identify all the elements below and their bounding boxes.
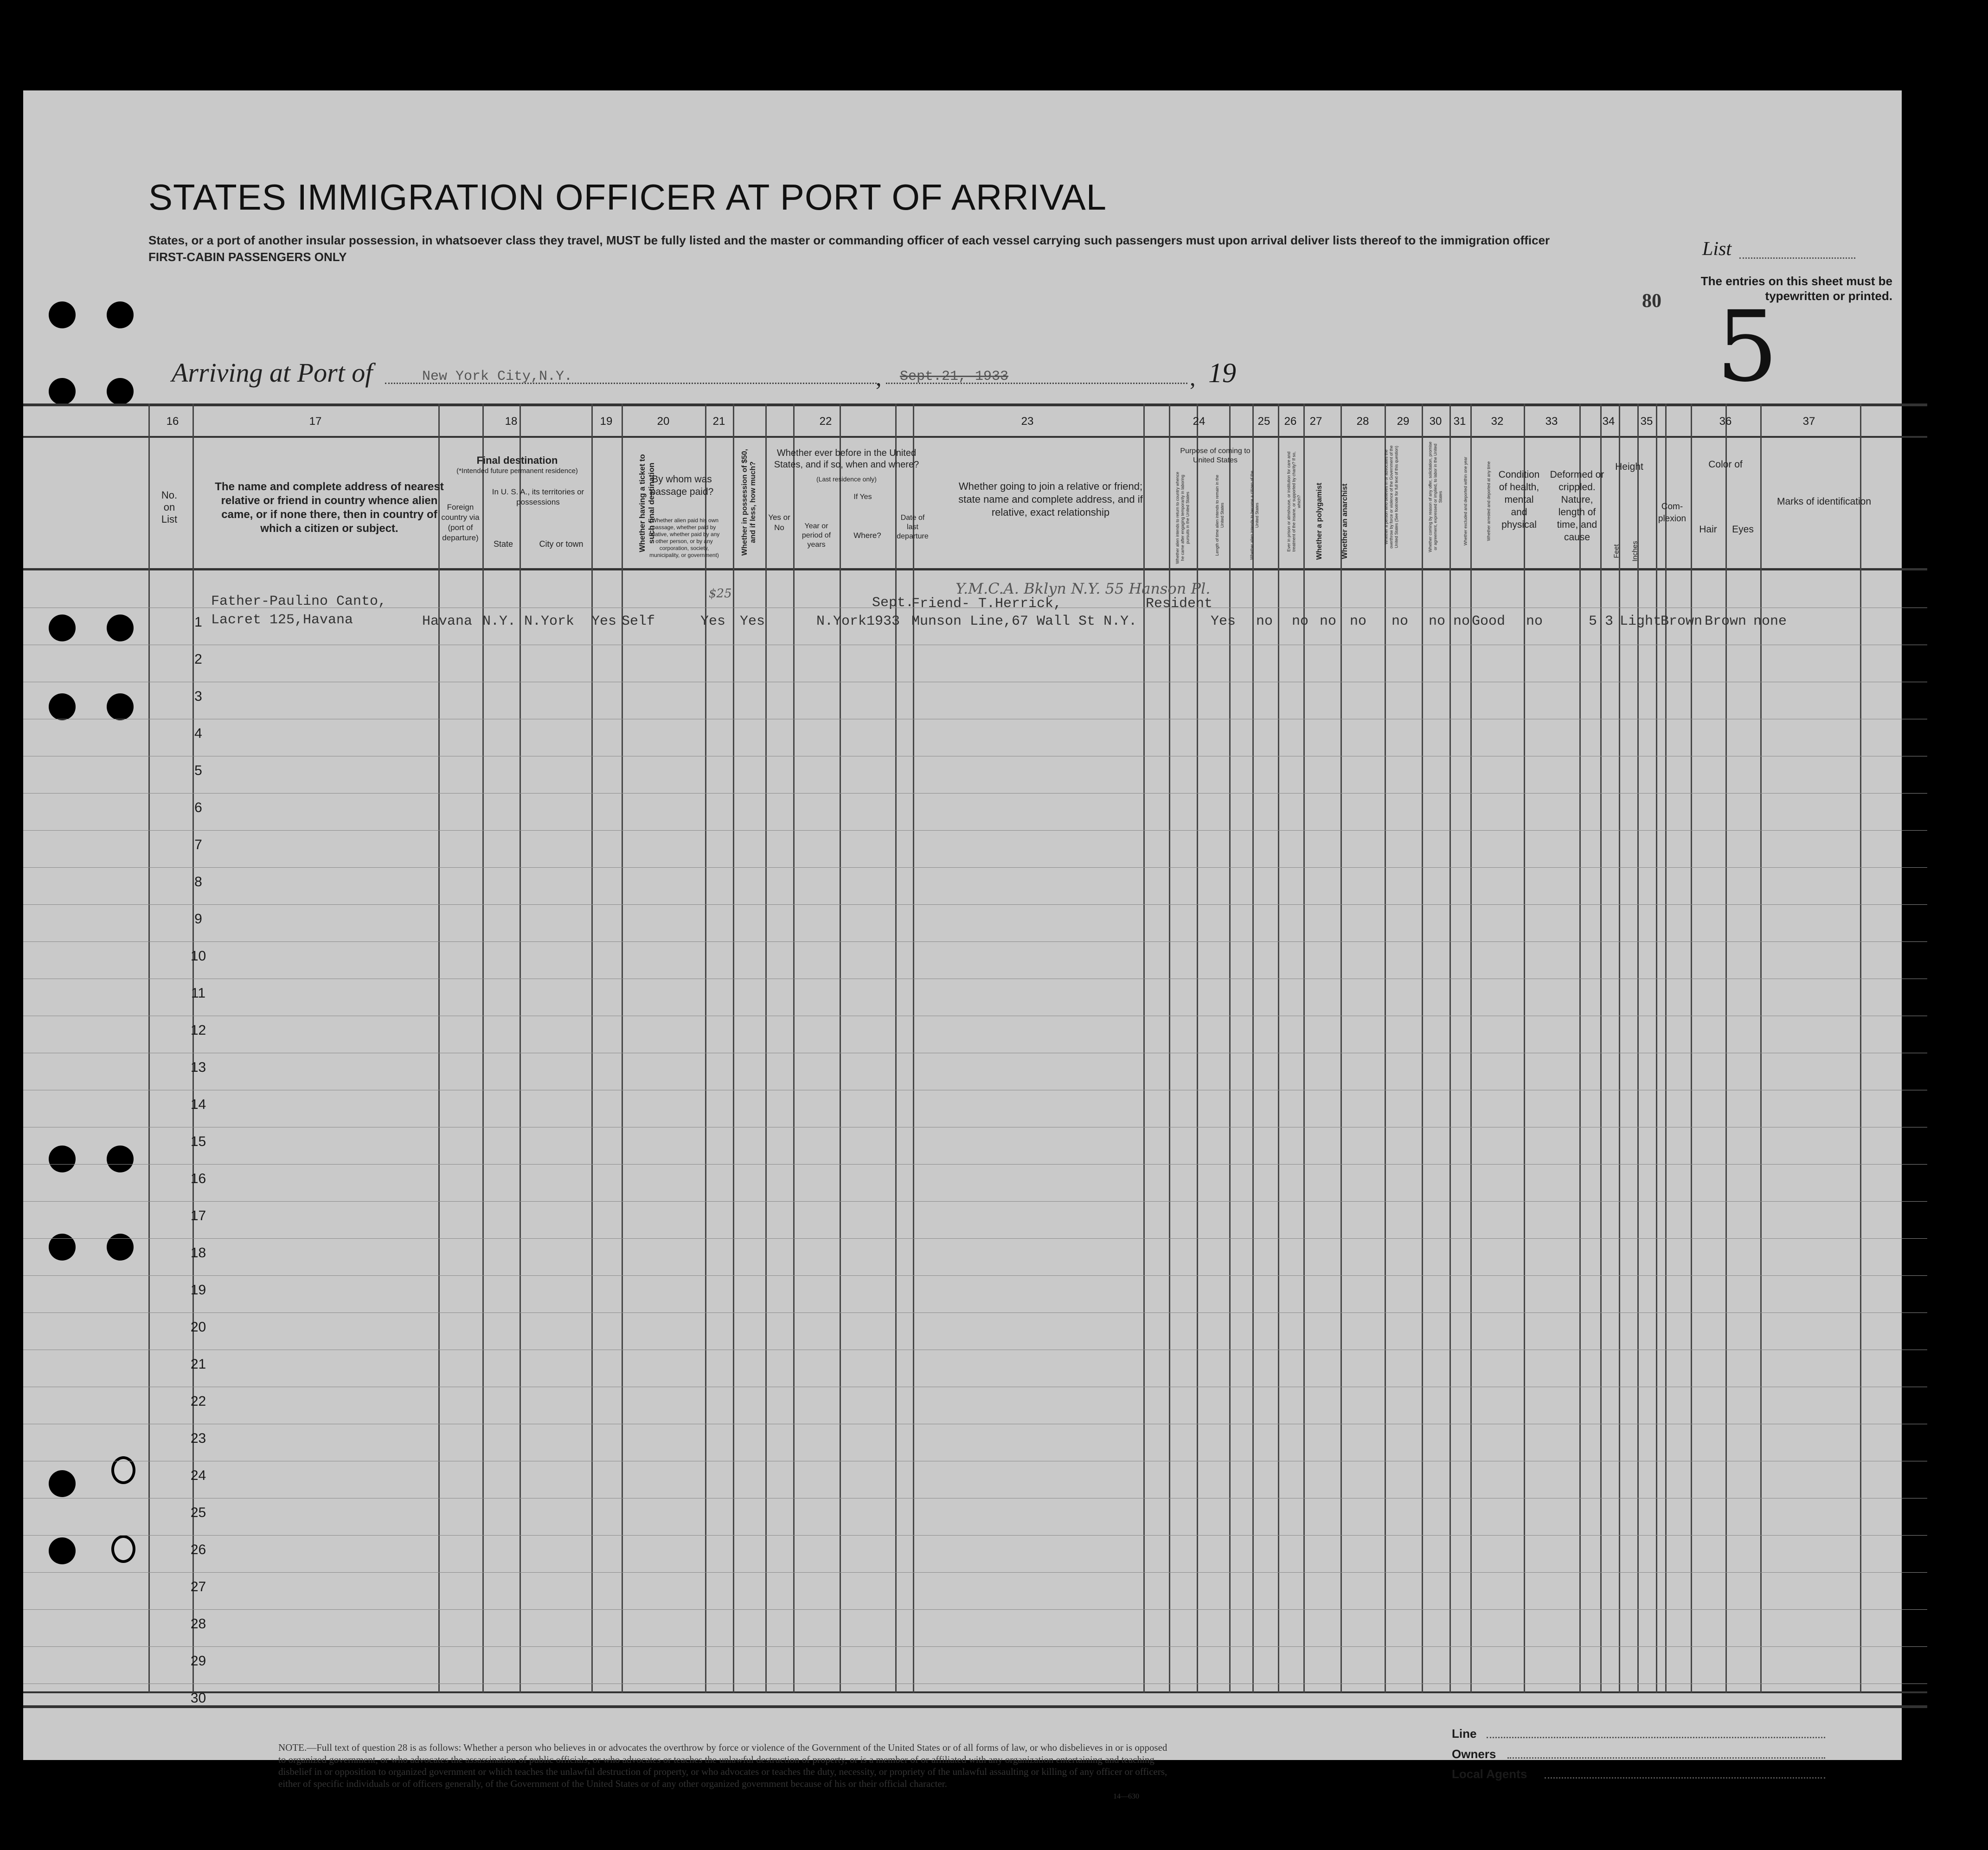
arriving-label: Arriving at Port of <box>172 358 373 388</box>
header-c34-title: Height <box>1615 461 1643 472</box>
header-c36-hair: Hair <box>1699 524 1717 535</box>
header-c32: Condition of health, mental and physical <box>1498 469 1540 530</box>
stamp-number: 80 <box>1642 290 1661 312</box>
column-divider <box>765 403 767 1693</box>
row-rule <box>23 1275 1927 1276</box>
header-bottom-rule <box>23 568 1927 570</box>
join-handwritten: Y.M.C.A. Bklyn N.Y. 55 Hanson Pl. <box>956 580 1211 597</box>
column-divider <box>1760 403 1762 1693</box>
row-rule <box>23 1646 1927 1647</box>
c30: no <box>1429 614 1446 629</box>
c27: no <box>1320 614 1337 629</box>
relative-line1: Father-Paulino Canto, <box>211 594 387 609</box>
binder-hole <box>49 378 76 405</box>
row-number: 23 <box>190 1431 206 1446</box>
column-divider <box>1665 403 1667 1693</box>
binder-hole <box>49 301 76 328</box>
row-number: 5 <box>194 763 202 778</box>
relative-line2: Lacret 125,Havana <box>211 612 353 628</box>
column-divider <box>591 403 593 1693</box>
header-c35: Com- plexion <box>1658 502 1687 524</box>
table-number-rule <box>23 436 1927 438</box>
column-divider <box>1691 403 1692 1693</box>
header-c16: No. on List <box>161 489 178 525</box>
passenger-class: FIRST-CABIN PASSENGERS ONLY <box>148 250 347 264</box>
row-number: 17 <box>190 1208 206 1223</box>
row-number: 2 <box>194 652 202 667</box>
column-divider <box>622 403 623 1693</box>
column-divider <box>519 403 521 1693</box>
row-number: 20 <box>190 1319 206 1335</box>
year-prefix: 19 <box>1208 358 1236 388</box>
header-c18-title: Final destination <box>476 454 558 466</box>
column-divider <box>1449 403 1451 1693</box>
header-c37: Marks of identification <box>1776 496 1872 507</box>
header-c21: Whether in possession of $50, and if less, how much? <box>741 448 757 556</box>
header-c27: Whether an anarchist <box>1341 483 1349 559</box>
row-number: 9 <box>194 911 202 927</box>
column-divider <box>1637 403 1639 1693</box>
binder-hole <box>107 615 134 641</box>
eyes: Brown <box>1705 614 1747 629</box>
row-rule <box>23 904 1927 905</box>
row-number: 1 <box>194 615 202 630</box>
header-c18-usa: In U. S. A., its territories or possessions <box>492 487 584 506</box>
row-number: 6 <box>194 800 202 815</box>
binder-hole <box>49 615 76 641</box>
header-c36-eyes: Eyes <box>1732 524 1754 535</box>
date-year: 1933 <box>866 614 900 629</box>
header-c28: Whether a person who believes in or advocates the overthrow by force or violence of the Government of the United States (See footnote for full text of this question) <box>1384 445 1399 549</box>
row-number: 16 <box>190 1171 206 1186</box>
binder-hole <box>107 1234 134 1261</box>
feet: 5 <box>1589 614 1597 629</box>
header-c20: By whom was passage paid? <box>650 474 714 497</box>
column-number: 31 <box>1453 415 1466 428</box>
citizen: Yes <box>1211 614 1236 629</box>
column-divider <box>1385 403 1386 1693</box>
row-number: 28 <box>190 1616 206 1632</box>
row-rule <box>23 1164 1927 1165</box>
column-number: 16 <box>166 415 179 428</box>
column-divider <box>1656 403 1657 1693</box>
header-c34-inches: Inches <box>1631 541 1639 562</box>
column-divider <box>482 403 484 1693</box>
header-c24-a: Whether alien intends to return to country whence he came after engaging temporarily in laboring pursuits in the United States <box>1175 472 1190 564</box>
header-c18-foreign: Foreign country via (port of departure) <box>441 503 480 542</box>
c28: no <box>1350 614 1367 629</box>
header-c22-ifyes: If Yes <box>853 493 872 501</box>
binder-hole <box>107 378 134 405</box>
row-rule <box>23 830 1927 831</box>
c29: no <box>1392 614 1409 629</box>
column-number: 27 <box>1309 415 1322 428</box>
binder-hole <box>49 1470 76 1497</box>
state: N.Y. <box>482 614 516 629</box>
list-label: List <box>1702 238 1732 260</box>
foreign-port: Havana <box>422 614 473 629</box>
column-divider <box>1252 403 1254 1693</box>
form-instructions <box>148 232 1600 265</box>
entries-note: The entries on this sheet must be typewritten or printed. <box>1700 274 1892 303</box>
binder-hole <box>111 1456 135 1484</box>
binder-hole <box>49 693 76 720</box>
column-divider <box>1229 403 1231 1693</box>
row-number: 4 <box>194 726 202 741</box>
column-number: 26 <box>1284 415 1297 428</box>
agents-field <box>1545 1777 1825 1779</box>
column-divider <box>192 403 194 1693</box>
row-rule <box>23 1609 1927 1610</box>
header-c19: Whether having a ticket to such final destination <box>638 454 656 552</box>
column-number: 35 <box>1640 415 1653 428</box>
column-divider <box>840 403 841 1693</box>
row-number: 21 <box>190 1357 206 1372</box>
row-number: 22 <box>190 1394 206 1409</box>
comma: , <box>1190 365 1196 390</box>
column-divider <box>1303 403 1305 1693</box>
row-number: 18 <box>190 1245 206 1261</box>
header-c24-c: Whether alien intends to become a citizen of the United States <box>1250 470 1259 560</box>
header-c18-city: City or town <box>539 539 584 549</box>
header-c17: The name and complete address of nearest relative or friend in country whence alien came, or if none there, then in country of which a citizen or subject. <box>215 480 444 535</box>
column-number: 30 <box>1429 415 1442 428</box>
list-line <box>1739 257 1855 259</box>
line-field <box>1487 1737 1825 1738</box>
header-c26: Whether a polygamist <box>1315 482 1323 560</box>
row-number: 30 <box>190 1690 206 1706</box>
port-value: New York City,N.Y. <box>422 369 573 384</box>
binder-hole <box>111 1535 135 1563</box>
row-number: 14 <box>190 1097 206 1112</box>
row-rule <box>23 1201 1927 1202</box>
binder-hole <box>49 1537 76 1564</box>
binder-hole <box>107 301 134 328</box>
header-c23: Whether going to join a relative or friend; state name and complete address, and if relative, exact relationship <box>958 480 1143 518</box>
instructions-text: States, or a port of another insular possession, in whatsoever class they travel, MUST be fully listed and the master or commanding officer of each vessel carrying such passengers must upon arrival deliver lists thereof to the immigration officer <box>148 233 1550 247</box>
header-c18-note: (*Intended future permanent residence) <box>456 467 578 475</box>
table-bottom-rule <box>23 1691 1927 1693</box>
column-number: 20 <box>657 415 670 428</box>
column-divider <box>1725 403 1727 1693</box>
where: N.York <box>816 614 867 629</box>
column-number: 29 <box>1397 415 1410 428</box>
before-yesno: Yes <box>740 614 765 629</box>
header-c22-note: (Last residence only) <box>816 475 877 483</box>
header-c18-state: State <box>493 539 513 549</box>
column-divider <box>1470 403 1472 1693</box>
binder-hole <box>107 1146 134 1172</box>
manifest-sheet <box>23 90 1902 1800</box>
column-number: 22 <box>819 415 832 428</box>
owners-field <box>1507 1757 1825 1759</box>
row-rule <box>23 941 1927 942</box>
column-divider <box>1619 403 1620 1693</box>
column-number: 32 <box>1491 415 1504 428</box>
complexion: Light <box>1620 614 1662 629</box>
form-title: STATES IMMIGRATION OFFICER AT PORT OF ARRIVAL <box>148 177 1107 218</box>
column-divider <box>1524 403 1525 1693</box>
date-month: Sept. <box>872 595 914 611</box>
header-c24-title: Purpose of coming to United States <box>1180 447 1251 464</box>
row-number: 24 <box>190 1468 206 1483</box>
row-number: 11 <box>191 986 206 1001</box>
column-number: 37 <box>1802 415 1815 428</box>
header-c22-yesno: Yes or No <box>768 513 790 532</box>
column-divider <box>1860 403 1861 1693</box>
join-line2: Munson Line,67 Wall St N.Y. <box>911 614 1137 629</box>
city: N.York <box>524 614 575 629</box>
row-rule <box>23 1238 1927 1239</box>
hair: Brown <box>1661 614 1703 629</box>
money: Yes <box>700 614 726 629</box>
row-number: 3 <box>194 689 202 704</box>
row-number: 26 <box>190 1542 206 1557</box>
header-c34-feet: Feet <box>1612 544 1621 558</box>
column-divider <box>1278 403 1279 1693</box>
header-c22-where: Where? <box>853 531 881 540</box>
header-c22-date: Date of last departure <box>897 514 929 540</box>
owners-label: Owners <box>1452 1747 1496 1761</box>
ticket: Yes <box>591 614 617 629</box>
row-rule <box>23 867 1927 868</box>
form-number: 14—630 <box>1113 1792 1139 1800</box>
column-number: 24 <box>1193 415 1206 428</box>
column-number: 18 <box>505 415 518 428</box>
column-divider <box>1579 403 1581 1693</box>
row-number: 19 <box>190 1282 206 1298</box>
column-divider <box>793 403 795 1693</box>
header-c36-title: Color of <box>1708 459 1743 470</box>
row-number: 8 <box>194 874 202 890</box>
column-number: 36 <box>1719 415 1732 428</box>
purpose: Resident <box>1146 596 1213 612</box>
header-c25: Ever in prison or almshouse, or institution for care and treatment of the insane, or supported by charity? If so, which? <box>1286 451 1302 552</box>
agents-label: Local Agents <box>1452 1767 1527 1781</box>
row-rule <box>23 1535 1927 1536</box>
table-bottom-rule <box>23 1705 1927 1708</box>
line-label: Line <box>1452 1727 1477 1741</box>
column-divider <box>438 403 440 1693</box>
binder-hole <box>107 693 134 720</box>
row-number: 25 <box>190 1505 206 1520</box>
header-c24-b: Length of time alien intends to remain in the United States <box>1215 474 1225 556</box>
column-divider <box>148 403 150 1693</box>
c26: no <box>1292 614 1309 629</box>
header-c31: Whether arrested and deported at any time <box>1486 461 1491 541</box>
comma: , <box>876 365 882 390</box>
money-note: $25 <box>709 587 732 601</box>
column-number: 34 <box>1602 415 1615 428</box>
deformed: no <box>1526 614 1543 629</box>
column-divider <box>1422 403 1423 1693</box>
row-number: 27 <box>190 1579 206 1594</box>
column-number: 21 <box>712 415 725 428</box>
row-number: 7 <box>194 837 202 852</box>
column-number: 33 <box>1545 415 1558 428</box>
row-number: 29 <box>190 1653 206 1669</box>
column-divider <box>1340 403 1342 1693</box>
row-rule <box>23 1572 1927 1573</box>
header-c29: Whether coming by reason of any offer, solicitation, promise or agreement, expressed or implied, to labor in the United States <box>1428 442 1443 552</box>
table-top-rule <box>23 403 1927 406</box>
marks: none <box>1753 614 1787 629</box>
column-number: 19 <box>600 415 613 428</box>
column-number: 23 <box>1021 415 1034 428</box>
header-c30: Whether excluded and deported within one year <box>1463 456 1468 546</box>
date-value: Sept.21, 1933 <box>900 369 1009 384</box>
footnote: NOTE.—Full text of question 28 is as follows: Whether a person who believes in or advocates the overthrow by force or violence of the Government of the United States or of all forms of law, or who disbelieves in or is opposed to organized government, or who advocates the assassination of public officials, or who advocates or teaches the unlawful destruction of property, or is a member of or affiliated with any organization entertaining and teaching disbelief in or opposition to organized government or which teaches the unlawful destruction of property, or who advocates or teaches the duty, necessity, or propriety of the unlawful assaulting or killing of any officer or officers, either of specific individuals or of officers generally, of the Government of the United States or of any other organized government because of his or their official character. <box>278 1742 1167 1789</box>
column-divider <box>733 403 734 1693</box>
column-divider <box>705 403 706 1693</box>
inches: 3 <box>1605 614 1614 629</box>
column-number: 25 <box>1257 415 1270 428</box>
c31: no <box>1453 614 1470 629</box>
row-number: 12 <box>190 1023 206 1038</box>
binder-hole <box>49 1234 76 1261</box>
paid-by: Self <box>622 614 655 629</box>
health: Good <box>1472 614 1506 629</box>
header-c22-year: Year or period of years <box>802 522 831 549</box>
row-rule <box>23 793 1927 794</box>
header-c33: Deformed or crippled. Nature, length of time, and cause <box>1550 469 1604 543</box>
row-number: 15 <box>190 1134 206 1149</box>
column-divider <box>1600 403 1602 1693</box>
header-c22-title: Whether ever before in the United States, and if so, when and where? <box>774 448 919 470</box>
column-number: 28 <box>1356 415 1369 428</box>
c25: no <box>1256 614 1273 629</box>
sheet-number: 5 <box>1716 290 1778 403</box>
row-rule <box>23 1312 1927 1313</box>
join-line1: Friend- T.Herrick, <box>911 596 1062 612</box>
row-number: 10 <box>190 948 206 964</box>
row-number: 13 <box>190 1060 206 1075</box>
column-number: 17 <box>309 415 322 428</box>
header-c20-note: (Whether alien paid his own passage, whether paid by relative, whether paid by any other person, or by any corporation, society, municipality, or government) <box>648 517 720 558</box>
binder-hole <box>49 1146 76 1172</box>
